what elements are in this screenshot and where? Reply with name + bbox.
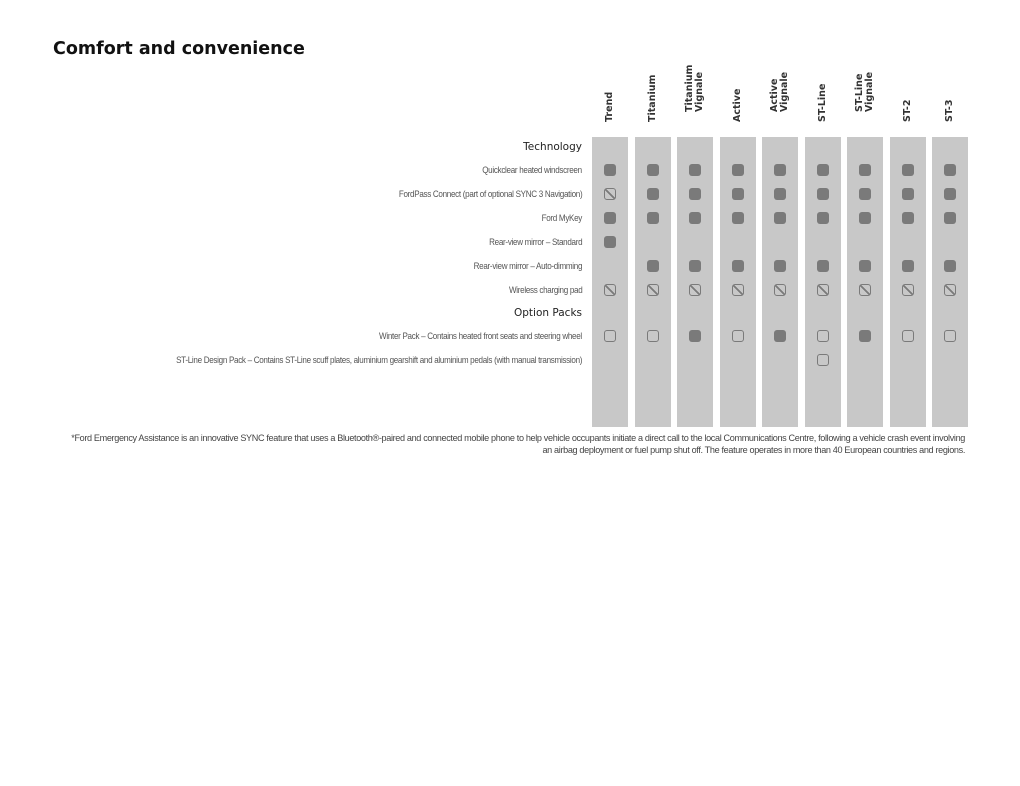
standard-mark-icon <box>902 188 914 200</box>
column-header <box>762 71 798 132</box>
section-heading: Technology <box>523 141 582 153</box>
column-header-line: Titanium <box>646 74 658 122</box>
standard-mark-icon <box>689 212 701 224</box>
standard-mark-icon <box>647 212 659 224</box>
standard-mark-icon <box>859 330 871 342</box>
standard-mark-icon <box>732 212 744 224</box>
standard-mark-icon <box>774 164 786 176</box>
column-header-line: Titanium <box>684 64 695 112</box>
feature-label: Winter Pack – Contains heated front seats and steering wheel <box>379 330 582 341</box>
column-background <box>805 137 841 427</box>
column-header-line: Vignale <box>864 71 875 112</box>
column-header <box>635 74 671 132</box>
not-available-mark-icon <box>774 284 786 296</box>
standard-mark-icon <box>647 188 659 200</box>
optional-mark-icon <box>902 330 914 342</box>
standard-mark-icon <box>944 212 956 224</box>
feature-label: Wireless charging pad <box>508 284 582 295</box>
standard-mark-icon <box>859 164 871 176</box>
column-header-line: Vignale <box>694 71 705 112</box>
column-header-line: ST-Line <box>816 83 828 122</box>
standard-mark-icon <box>902 212 914 224</box>
not-available-mark-icon <box>604 188 616 200</box>
optional-mark-icon <box>944 330 956 342</box>
not-available-mark-icon <box>689 284 701 296</box>
column-header <box>890 86 926 132</box>
standard-mark-icon <box>817 188 829 200</box>
column-background <box>762 137 798 427</box>
standard-mark-icon <box>859 188 871 200</box>
feature-label: ST-Line Design Pack – Contains ST-Line scuff plates, aluminium gearshift and aluminium pedals (with manual transmission) <box>175 354 582 365</box>
standard-mark-icon <box>732 164 744 176</box>
standard-mark-icon <box>604 236 616 248</box>
column-background <box>592 137 628 427</box>
feature-label: Quickclear heated windscreen <box>482 164 582 175</box>
standard-mark-icon <box>859 212 871 224</box>
standard-mark-icon <box>689 188 701 200</box>
column-header-line: ST-3 <box>944 99 955 122</box>
standard-mark-icon <box>774 260 786 272</box>
standard-mark-icon <box>944 260 956 272</box>
section-heading: Option Packs <box>514 307 582 319</box>
column-header-line: ST-Line <box>854 73 865 112</box>
column-header <box>720 86 756 132</box>
feature-label: Rear-view mirror – Auto-dimming <box>473 260 582 271</box>
feature-label: Ford MyKey <box>541 212 582 223</box>
column-background <box>635 137 671 427</box>
column-header-line: Active <box>731 88 743 122</box>
standard-mark-icon <box>732 260 744 272</box>
standard-mark-icon <box>774 188 786 200</box>
column-background <box>890 137 926 427</box>
not-available-mark-icon <box>944 284 956 296</box>
page-title: Comfort and convenience <box>53 39 305 59</box>
standard-mark-icon <box>647 260 659 272</box>
column-background <box>677 137 713 427</box>
standard-mark-icon <box>774 330 786 342</box>
standard-mark-icon <box>817 212 829 224</box>
standard-mark-icon <box>604 212 616 224</box>
column-header-line: Trend <box>604 91 615 122</box>
standard-mark-icon <box>604 164 616 176</box>
column-background <box>932 137 968 427</box>
feature-label: FordPass Connect (part of optional SYNC 3 Navigation) <box>398 188 582 199</box>
column-header-line: Vignale <box>779 71 790 112</box>
column-header-line: ST-2 <box>901 99 913 122</box>
column-header <box>847 71 883 132</box>
not-available-mark-icon <box>859 284 871 296</box>
column-header <box>805 83 841 132</box>
standard-mark-icon <box>689 164 701 176</box>
standard-mark-icon <box>902 260 914 272</box>
standard-mark-icon <box>647 164 659 176</box>
feature-label: Rear-view mirror – Standard <box>488 236 582 247</box>
column-header <box>677 64 713 132</box>
not-available-mark-icon <box>604 284 616 296</box>
standard-mark-icon <box>732 188 744 200</box>
optional-mark-icon <box>732 330 744 342</box>
standard-mark-icon <box>774 212 786 224</box>
column-header <box>592 86 628 132</box>
standard-mark-icon <box>944 164 956 176</box>
not-available-mark-icon <box>647 284 659 296</box>
standard-mark-icon <box>817 260 829 272</box>
optional-mark-icon <box>604 330 616 342</box>
footnote: *Ford Emergency Assistance is an innovative SYNC feature that uses a Bluetooth®-paired and connected mobile phone to help vehicle occupants initiate a direct call to the local Communications Centre, following a vehicle crash event involving an airbag deployment or fuel pump shut off. The feature operates in more than 40 European countries and regions. <box>71 433 965 455</box>
standard-mark-icon <box>689 260 701 272</box>
column-background <box>720 137 756 427</box>
column-header <box>932 86 968 132</box>
optional-mark-icon <box>647 330 659 342</box>
optional-mark-icon <box>817 330 829 342</box>
optional-mark-icon <box>817 354 829 366</box>
standard-mark-icon <box>859 260 871 272</box>
standard-mark-icon <box>902 164 914 176</box>
not-available-mark-icon <box>902 284 914 296</box>
column-background <box>847 137 883 427</box>
not-available-mark-icon <box>817 284 829 296</box>
not-available-mark-icon <box>732 284 744 296</box>
standard-mark-icon <box>944 188 956 200</box>
standard-mark-icon <box>689 330 701 342</box>
standard-mark-icon <box>817 164 829 176</box>
column-header-line: Active <box>769 78 780 112</box>
